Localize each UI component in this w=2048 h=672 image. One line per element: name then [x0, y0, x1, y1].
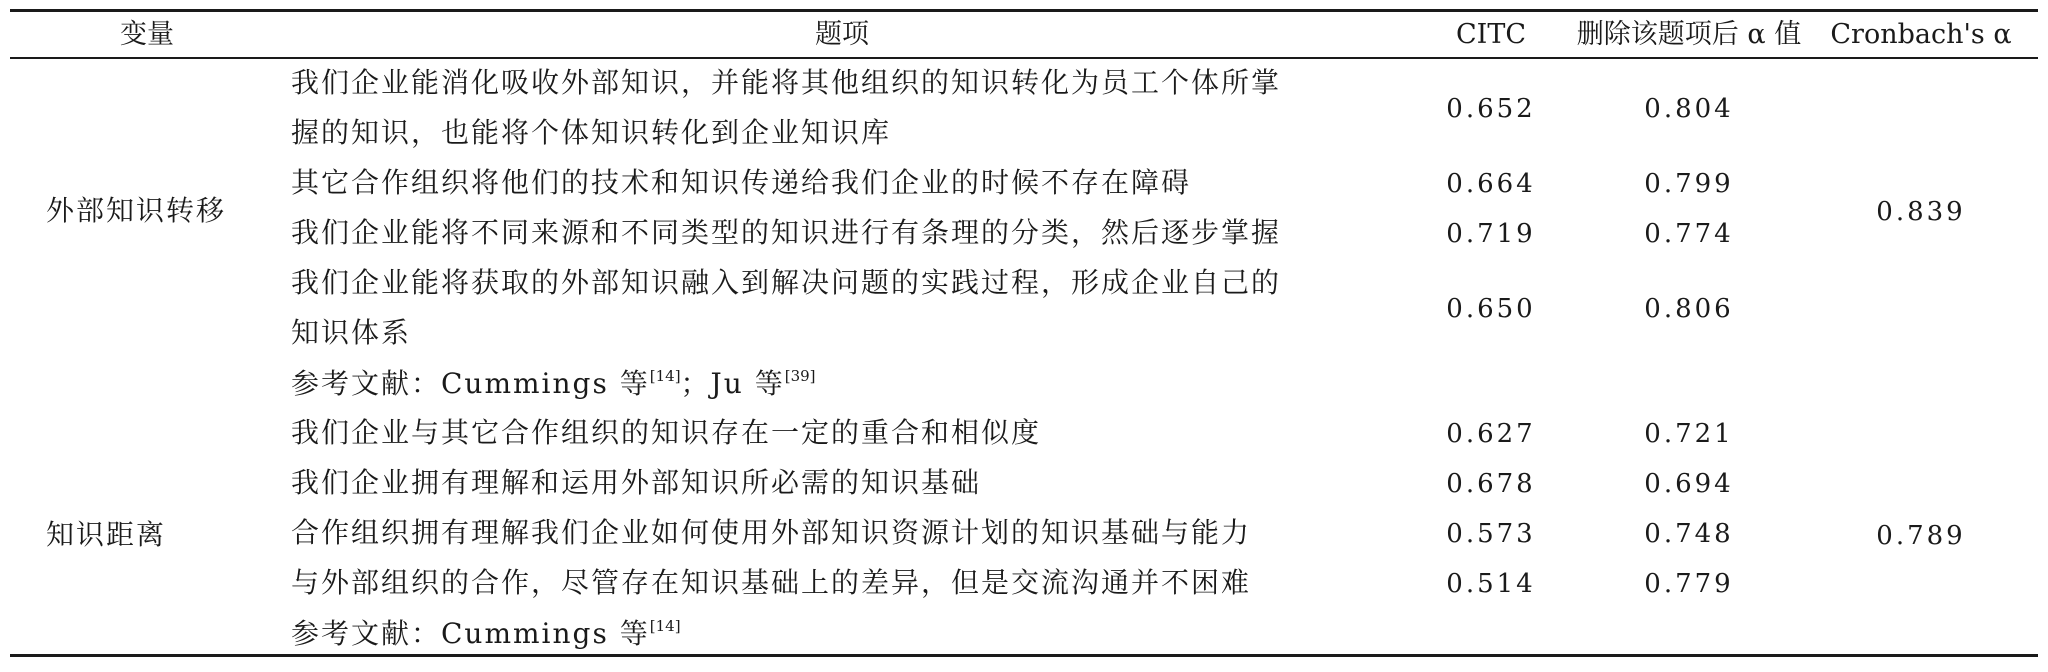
citc-value: 0.678	[1446, 469, 1536, 499]
alpha-deleted-value: 0.779	[1644, 569, 1734, 599]
reference-note: 参考文献：Cummings 等[14]	[291, 617, 681, 650]
item-text: 与外部组织的合作，尽管存在知识基础上的差异，但是交流沟通并不困难	[291, 566, 1252, 599]
item-text: 其它合作组织将他们的技术和知识传递给我们企业的时候不存在障碍	[291, 166, 1192, 199]
alpha-deleted-value: 0.799	[1644, 169, 1734, 199]
item-text: 握的知识，也能将个体知识转化到企业知识库	[291, 116, 892, 149]
alpha-deleted-value: 0.721	[1644, 419, 1734, 449]
header-citc: CITC	[1456, 19, 1526, 50]
item-text: 我们企业拥有理解和运用外部知识所必需的知识基础	[291, 466, 982, 499]
reference-note: 参考文献：Cummings 等[14]；Ju 等[39]	[291, 367, 816, 400]
alpha-deleted-value: 0.748	[1644, 519, 1734, 549]
alpha-deleted-value: 0.806	[1644, 294, 1734, 324]
table-header-rule	[10, 57, 2038, 59]
cronbach-external-knowledge-transfer: 0.839	[1876, 197, 1966, 227]
alpha-deleted-value: 0.694	[1644, 469, 1734, 499]
table-top-rule	[10, 9, 2038, 12]
item-text: 合作组织拥有理解我们企业如何使用外部知识资源计划的知识基础与能力	[291, 516, 1252, 549]
alpha-deleted-value: 0.774	[1644, 219, 1734, 249]
header-cronbach-alpha: Cronbach's α	[1830, 19, 2012, 50]
citc-value: 0.652	[1446, 94, 1536, 124]
citc-value: 0.627	[1446, 419, 1536, 449]
header-variable: 变量	[120, 19, 174, 50]
item-text: 我们企业能将获取的外部知识融入到解决问题的实践过程，形成企业自己的	[291, 266, 1282, 299]
variable-external-knowledge-transfer: 外部知识转移	[46, 194, 227, 227]
citc-value: 0.650	[1446, 294, 1536, 324]
header-item: 题项	[815, 19, 869, 50]
variable-knowledge-distance: 知识距离	[46, 518, 167, 551]
citc-value: 0.514	[1446, 569, 1536, 599]
alpha-deleted-value: 0.804	[1644, 94, 1734, 124]
item-text: 我们企业与其它合作组织的知识存在一定的重合和相似度	[291, 416, 1042, 449]
table-bottom-rule	[10, 654, 2038, 657]
citc-value: 0.573	[1446, 519, 1536, 549]
header-alpha-if-deleted: 删除该题项后 α 值	[1576, 19, 1802, 50]
cronbach-knowledge-distance: 0.789	[1876, 521, 1966, 551]
item-text: 我们企业能消化吸收外部知识，并能将其他组织的知识转化为员工个体所掌	[291, 66, 1282, 99]
citc-value: 0.719	[1446, 219, 1536, 249]
citc-value: 0.664	[1446, 169, 1536, 199]
item-text: 知识体系	[291, 316, 412, 349]
item-text: 我们企业能将不同来源和不同类型的知识进行有条理的分类，然后逐步掌握	[291, 216, 1282, 249]
